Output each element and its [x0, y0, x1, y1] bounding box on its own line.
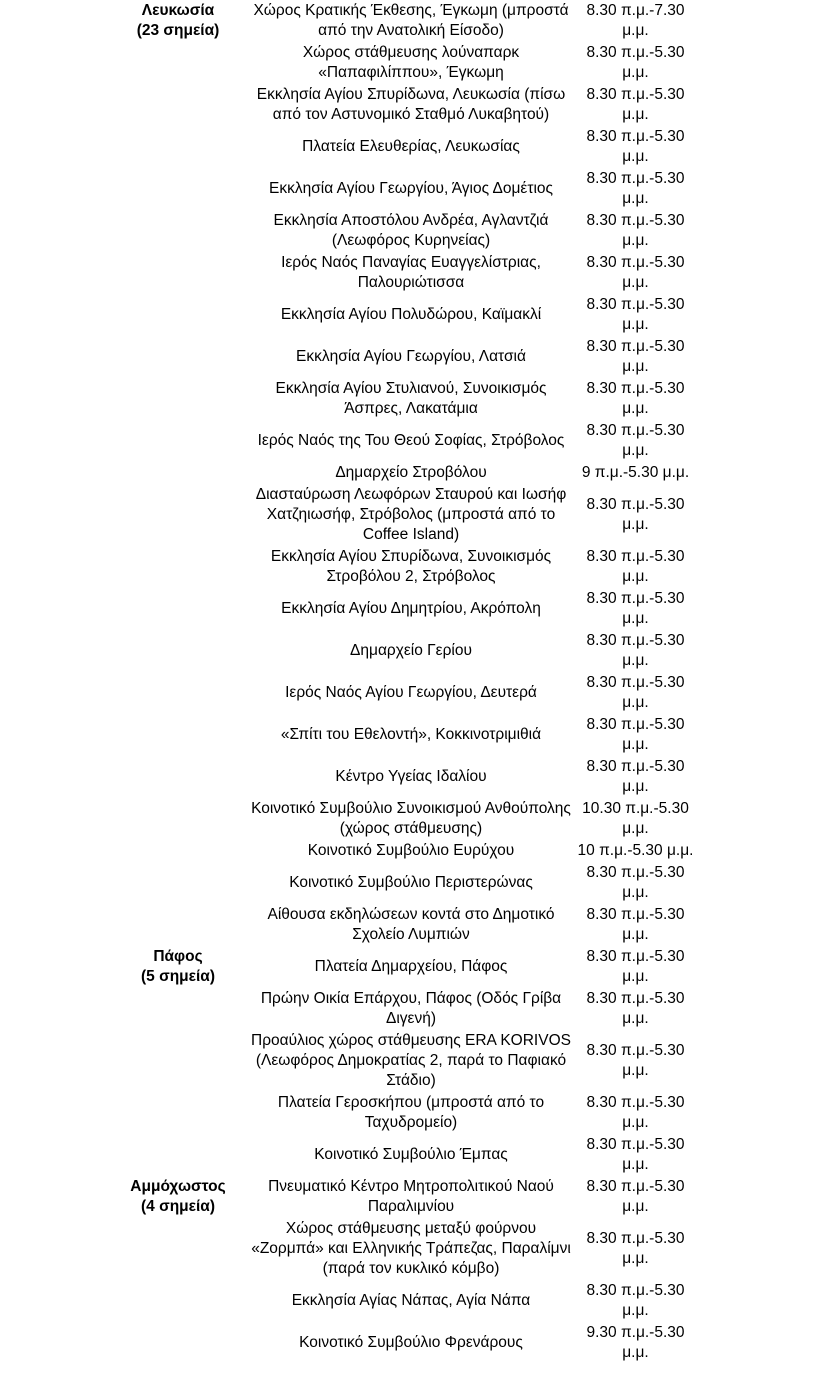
location-cell: Προαύλιος χώρος στάθμευσης ERA KORIVOS (Λεωφόρος Δημοκρατίας 2, παρά το Παφιακό Στάδιο): [251, 1032, 571, 1089]
hours-cell: 8.30 π.μ.-5.30 μ.μ.: [586, 380, 685, 417]
location-cell: Εκκλησία Αγίου Δημητρίου, Ακρόπολη: [281, 600, 541, 617]
region-name: Λευκωσία: [141, 2, 215, 19]
location-cell: Πλατεία Δημαρχείου, Πάφος: [314, 958, 508, 975]
location-cell: Κοινοτικό Συμβούλιο Συνοικισμού Ανθούπολης (χώρος στάθμευσης): [251, 800, 571, 837]
hours-cell: 8.30 π.μ.-5.30 μ.μ.: [586, 1178, 685, 1215]
location-cell: Πρώην Οικία Επάρχου, Πάφος (Οδός Γρίβα Διγενή): [260, 990, 562, 1027]
hours-cell: 8.30 π.μ.-5.30 μ.μ.: [586, 674, 685, 711]
location-cell: Χώρος Κρατικής Έκθεσης, Έγκωμη (μπροστά από την Ανατολική Είσοδο): [253, 2, 569, 39]
location-cell: Ιερός Ναός Αγίου Γεωργίου, Δευτερά: [285, 684, 537, 701]
region-name: Πάφος: [153, 948, 203, 965]
region-cell: [108, 946, 248, 1176]
hours-cell: 8.30 π.μ.-5.30 μ.μ.: [586, 1282, 685, 1319]
hours-cell: 10 π.μ.-5.30 μ.μ.: [577, 842, 694, 859]
region-name: Αμμόχωστος: [130, 1178, 226, 1195]
region-count: (5 σημεία): [141, 968, 215, 985]
hours-cell: 8.30 π.μ.-5.30 μ.μ.: [586, 990, 685, 1027]
location-cell: Δημαρχείο Στροβόλου: [335, 464, 487, 481]
location-cell: Ιερός Ναός Παναγίας Ευαγγελίστριας, Παλουριώτισσα: [281, 254, 541, 291]
hours-cell: 8.30 π.μ.-5.30 μ.μ.: [586, 254, 685, 291]
region-cell: [108, 0, 248, 946]
table-row: [108, 0, 697, 42]
hours-cell: 8.30 π.μ.-5.30 μ.μ.: [586, 496, 685, 533]
location-cell: Εκκλησία Αποστόλου Ανδρέα, Αγλαντζιά (Λεωφόρος Κυρηνείας): [273, 212, 549, 249]
hours-cell: 8.30 π.μ.-5.30 μ.μ.: [586, 758, 685, 795]
hours-cell: 8.30 π.μ.-5.30 μ.μ.: [586, 212, 685, 249]
hours-cell: 8.30 π.μ.-5.30 μ.μ.: [586, 170, 685, 207]
table-row: [108, 946, 697, 988]
hours-cell: 8.30 π.μ.-5.30 μ.μ.: [586, 338, 685, 375]
region-count: (23 σημεία): [136, 22, 220, 39]
location-cell: Κοινοτικό Συμβούλιο Έμπας: [314, 1146, 508, 1163]
region-count: (4 σημεία): [141, 1198, 215, 1215]
location-cell: Πλατεία Γεροσκήπου (μπροστά από το Ταχυδρομείο): [277, 1094, 545, 1131]
hours-cell: 8.30 π.μ.-5.30 μ.μ.: [586, 590, 685, 627]
hours-cell: 8.30 π.μ.-7.30 μ.μ.: [586, 2, 685, 39]
hours-cell: 8.30 π.μ.-5.30 μ.μ.: [586, 716, 685, 753]
hours-cell: 8.30 π.μ.-5.30 μ.μ.: [586, 948, 685, 985]
location-cell: Εκκλησία Αγίου Σπυρίδωνα, Συνοικισμός Στροβόλου 2, Στρόβολος: [270, 548, 552, 585]
hours-cell: 8.30 π.μ.-5.30 μ.μ.: [586, 44, 685, 81]
location-cell: Δημαρχείο Γερίου: [350, 642, 472, 659]
location-cell: Χώρος στάθμευσης λούναπαρκ «Παπαφιλίππου», Έγκωμη: [302, 44, 520, 81]
hours-cell: 8.30 π.μ.-5.30 μ.μ.: [586, 1094, 685, 1131]
location-cell: Χώρος στάθμευσης μεταξύ φούρνου «Ζορμπά» και Ελληνικής Τράπεζας, Παραλίμνι (παρά τον κυκλικό κόμβο): [251, 1220, 571, 1277]
location-cell: Διασταύρωση Λεωφόρων Σταυρού και Ιωσήφ Χατζηιωσήφ, Στρόβολος (μπροστά από το Coffee Island): [255, 486, 567, 543]
location-cell: Κοινοτικό Συμβούλιο Περιστερώνας: [289, 874, 533, 891]
hours-cell: 8.30 π.μ.-5.30 μ.μ.: [586, 906, 685, 943]
collection-points-table: [108, 0, 697, 1364]
hours-cell: 8.30 π.μ.-5.30 μ.μ.: [586, 632, 685, 669]
hours-cell: 9 π.μ.-5.30 μ.μ.: [581, 464, 690, 481]
hours-cell: 9.30 π.μ.-5.30 μ.μ.: [586, 1324, 685, 1361]
location-cell: Εκκλησία Αγίου Στυλιανού, Συνοικισμός Άσπρες, Λακατάμια: [275, 380, 547, 417]
location-cell: Αίθουσα εκδηλώσεων κοντά στο Δημοτικό Σχολείο Λυμπιών: [267, 906, 555, 943]
region-cell: [108, 1176, 248, 1364]
location-cell: «Σπίτι του Εθελοντή», Κοκκινοτριμιθιά: [280, 726, 542, 743]
hours-cell: 10.30 π.μ.-5.30 μ.μ.: [582, 800, 689, 837]
location-cell: Εκκλησία Αγίου Γεωργίου, Άγιος Δομέτιος: [269, 180, 553, 197]
hours-cell: 8.30 π.μ.-5.30 μ.μ.: [586, 1230, 685, 1267]
location-cell: Πλατεία Ελευθερίας, Λευκωσίας: [302, 138, 520, 155]
hours-cell: 8.30 π.μ.-5.30 μ.μ.: [586, 864, 685, 901]
location-cell: Ιερός Ναός της Του Θεού Σοφίας, Στρόβολος: [257, 432, 565, 449]
hours-cell: 8.30 π.μ.-5.30 μ.μ.: [586, 128, 685, 165]
location-cell: Εκκλησία Αγίας Νάπας, Αγία Νάπα: [291, 1292, 531, 1309]
hours-cell: 8.30 π.μ.-5.30 μ.μ.: [586, 86, 685, 123]
location-cell: Κοινοτικό Συμβούλιο Φρενάρους: [299, 1334, 523, 1351]
location-cell: Πνευματικό Κέντρο Μητροπολιτικού Ναού Παραλιμνίου: [268, 1178, 554, 1215]
hours-cell: 8.30 π.μ.-5.30 μ.μ.: [586, 548, 685, 585]
hours-cell: 8.30 π.μ.-5.30 μ.μ.: [586, 1136, 685, 1173]
table-row: [108, 1176, 697, 1218]
location-cell: Κέντρο Υγείας Ιδαλίου: [335, 768, 487, 785]
hours-cell: 8.30 π.μ.-5.30 μ.μ.: [586, 296, 685, 333]
location-cell: Εκκλησία Αγίου Γεωργίου, Λατσιά: [296, 348, 526, 365]
hours-cell: 8.30 π.μ.-5.30 μ.μ.: [586, 1042, 685, 1079]
hours-cell: 8.30 π.μ.-5.30 μ.μ.: [586, 422, 685, 459]
location-cell: Κοινοτικό Συμβούλιο Ευρύχου: [307, 842, 515, 859]
location-cell: Εκκλησία Αγίου Σπυρίδωνα, Λευκωσία (πίσω από τον Αστυνομικό Σταθμό Λυκαβητού): [256, 86, 566, 123]
location-cell: Εκκλησία Αγίου Πολυδώρου, Καϊμακλί: [280, 306, 542, 323]
